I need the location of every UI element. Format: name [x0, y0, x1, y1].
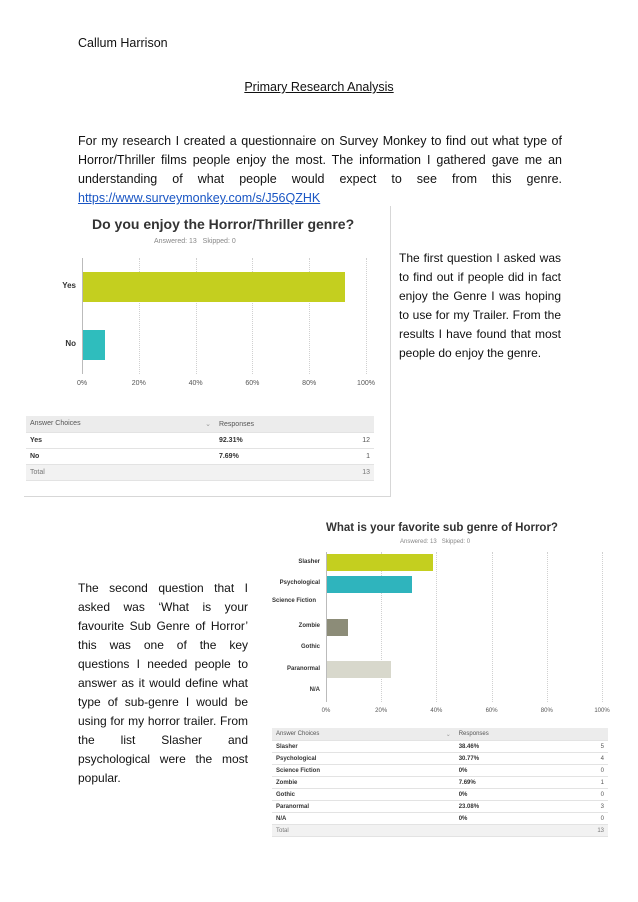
response-count: 1: [321, 449, 374, 465]
x-tick-label: 100%: [357, 380, 375, 387]
response-percent: 30.77%: [455, 753, 556, 765]
gridline: [492, 552, 493, 702]
answer-choice: Yes: [26, 433, 215, 449]
total-label: Total: [26, 465, 215, 481]
table-row: [272, 789, 608, 801]
category-label: Science Fiction: [271, 598, 316, 605]
x-tick-label: 60%: [245, 380, 260, 387]
total-count: 13: [321, 465, 374, 481]
table-row: [26, 449, 374, 465]
skipped-count: Skipped: 0: [441, 539, 471, 545]
total-spacer: [455, 825, 556, 837]
bar: [327, 661, 391, 678]
category-label: Zombie: [298, 622, 320, 629]
header-answer-choices-label: Answer Choices: [30, 420, 81, 427]
table-row: [272, 765, 608, 777]
response-percent: 7.69%: [455, 777, 556, 789]
category-label: Slasher: [298, 558, 320, 565]
survey-question-2-panel: [270, 516, 628, 838]
x-tick-label: 100%: [594, 708, 610, 714]
answered-count: Answered: 13: [400, 539, 437, 545]
table-row: [272, 777, 608, 789]
header-answer-choices[interactable]: [26, 416, 215, 433]
answer-choice: Slasher: [272, 741, 455, 753]
category-label: N/A: [309, 687, 320, 694]
response-percent: 0%: [455, 813, 556, 825]
answer-choice: N/A: [272, 813, 455, 825]
responses-table: [272, 728, 608, 837]
bar: [327, 619, 348, 636]
bar: [83, 330, 105, 360]
response-count: 1: [556, 777, 608, 789]
x-tick-label: 40%: [430, 708, 443, 714]
answer-choice: Psychological: [272, 753, 455, 765]
header-responses: [455, 728, 608, 741]
response-count: 0: [556, 765, 608, 777]
table-row: [272, 741, 608, 753]
answer-choice: Science Fiction: [272, 765, 455, 777]
intro-paragraph: [78, 132, 562, 208]
survey-link[interactable]: https://www.surveymonkey.com/s/J56QZHK: [78, 191, 321, 205]
bar: [83, 272, 345, 302]
response-percent: 38.46%: [455, 741, 556, 753]
category-label: Gothic: [301, 644, 320, 651]
response-count: 5: [556, 741, 608, 753]
chevron-down-icon[interactable]: ⌄: [445, 731, 451, 738]
intro-text: For my research I created a questionnaire on Survey Monkey to find out what type of Horror/Thriller films people enjoy the most. The information I gathered gave me an understanding of what people would expect to see from this genre.: [78, 134, 562, 186]
gridline: [602, 552, 603, 702]
gridline: [436, 552, 437, 702]
category-label: Psychological: [279, 579, 320, 586]
table-header-row: [272, 728, 608, 741]
response-percent: 0%: [455, 789, 556, 801]
gridline: [366, 258, 367, 374]
x-tick-label: 80%: [302, 380, 317, 387]
x-tick-label: 60%: [485, 708, 498, 714]
table-row: [272, 801, 608, 813]
answer-choice: Gothic: [272, 789, 455, 801]
response-percent: 23.08%: [455, 801, 556, 813]
response-summary: [400, 539, 470, 545]
table-total-row: [26, 465, 374, 481]
second-question-paragraph: The second question that I asked was ‘What is your favourite Sub Genre of Horror’ this was one of the key questions I needed people to answer as it would define what type of sub-genre I would be using for my horror trailer. From the list Slasher and psychological were the most popular.: [78, 581, 248, 785]
x-tick-label: 0%: [76, 380, 88, 387]
answer-choice: No: [26, 449, 215, 465]
header-answer-choices-label: Answer Choices: [276, 730, 320, 737]
response-count: 0: [556, 789, 608, 801]
x-tick-label: 40%: [188, 380, 203, 387]
response-percent: 7.69%: [215, 449, 321, 465]
response-percent: 92.31%: [215, 433, 321, 449]
category-label: No: [65, 339, 76, 349]
response-count: 12: [321, 433, 374, 449]
question-title: Do you enjoy the Horror/Thriller genre?: [92, 216, 355, 232]
x-tick-label: 80%: [540, 708, 553, 714]
header-responses-label: Responses: [458, 731, 489, 737]
x-tick-label: 20%: [375, 708, 388, 714]
x-tick-label: 0%: [321, 708, 331, 714]
answer-choice: Zombie: [272, 777, 455, 789]
survey-question-1-panel: [24, 206, 391, 497]
bar: [327, 554, 433, 571]
answer-choice: Paranormal: [272, 801, 455, 813]
first-question-paragraph: The first question I asked was to find out if people did in fact enjoy the Genre I was hoping to use for my Trailer. From the results I have found that most people do enjoy the genre.: [399, 251, 561, 360]
category-label: Yes: [62, 281, 76, 291]
chevron-down-icon[interactable]: ⌄: [205, 421, 211, 428]
total-label: Total: [272, 825, 455, 837]
header-responses: [215, 416, 374, 433]
response-count: 4: [556, 753, 608, 765]
skipped-count: Skipped: 0: [202, 238, 236, 245]
question-title: What is your favorite sub genre of Horror?: [326, 522, 558, 534]
table-header-row: [26, 416, 374, 433]
total-count: 13: [556, 825, 608, 837]
page-title: Primary Research Analysis: [244, 80, 394, 94]
response-summary: [154, 238, 236, 245]
gridline: [381, 552, 382, 702]
response-count: 3: [556, 801, 608, 813]
table-row: [272, 813, 608, 825]
category-label: Paranormal: [286, 665, 320, 672]
response-count: 0: [556, 813, 608, 825]
responses-table: [26, 416, 374, 481]
response-percent: 0%: [455, 765, 556, 777]
answered-count: Answered: 13: [154, 238, 197, 245]
total-spacer: [215, 465, 321, 481]
table-total-row: [272, 825, 608, 837]
gridline: [547, 552, 548, 702]
x-tick-label: 20%: [131, 380, 146, 387]
table-row: [26, 433, 374, 449]
bar: [327, 576, 412, 593]
header-responses-label: Responses: [218, 420, 254, 428]
author-name: Callum Harrison: [78, 36, 168, 50]
table-row: [272, 753, 608, 765]
header-answer-choices[interactable]: [272, 728, 455, 741]
